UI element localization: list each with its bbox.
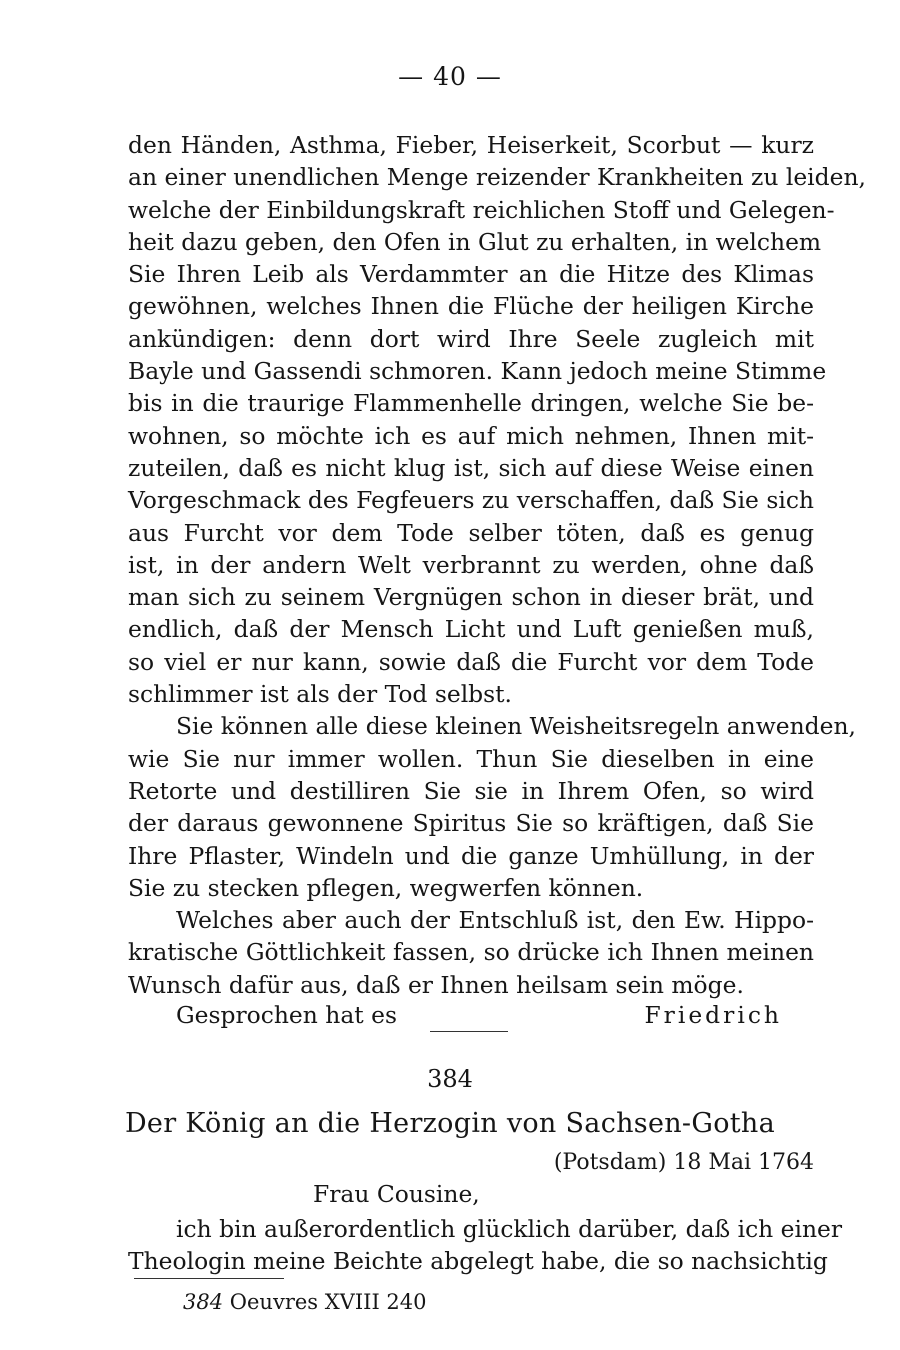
letter-salutation: Frau Cousine, bbox=[313, 1180, 480, 1208]
text-line: gewöhnen, welches Ihnen die Flüche der heiligen Kirche bbox=[128, 292, 814, 321]
text-line: bis in die traurige Flammenhelle dringen, welche Sie be- bbox=[128, 389, 814, 418]
footnote bbox=[183, 1290, 427, 1314]
main-text bbox=[128, 129, 866, 1001]
text-line: aus Furcht vor dem Tode selber töten, daß es genug bbox=[128, 518, 814, 547]
text-line: der daraus gewonnene Spiritus Sie so kräftigen, daß Sie bbox=[128, 809, 814, 838]
letter-date: (Potsdam) 18 Mai 1764 bbox=[553, 1150, 814, 1175]
text-line: heit dazu geben, den Ofen in Glut zu erhalten, in welchem bbox=[128, 227, 822, 256]
footnote-text: Oeuvres XVIII 240 bbox=[229, 1290, 427, 1314]
text-line: Vorgeschmack des Fegfeuers zu verschaffen, daß Sie sich bbox=[128, 486, 814, 515]
text-line: Sie zu stecken pflegen, wegwerfen können. bbox=[128, 873, 644, 902]
text-line: Sie können alle diese kleinen Weisheitsregeln anwenden, bbox=[176, 712, 856, 741]
text-line: schlimmer ist als der Tod selbst. bbox=[128, 680, 512, 709]
page-number: — 40 — bbox=[398, 62, 502, 91]
text-line: Wunsch dafür aus, daß er Ihnen heilsam sein möge. bbox=[128, 970, 744, 999]
footnote-number: 384 bbox=[183, 1290, 224, 1314]
text-line: welche der Einbildungskraft reichlichen Stoff und Gelegen- bbox=[128, 195, 835, 224]
letter-title: Der König an die Herzogin von Sachsen-Gotha bbox=[124, 1108, 776, 1139]
text-line: man sich zu seinem Vergnügen schon in dieser brät, und bbox=[128, 583, 814, 612]
signature-rule bbox=[430, 1031, 508, 1032]
signature-name: Friedrich bbox=[644, 1001, 782, 1029]
text-line: Welches aber auch der Entschluß ist, den Ew. Hippo- bbox=[176, 906, 814, 935]
letter-line: ich bin außerordentlich glücklich darüber, daß ich einer bbox=[176, 1215, 843, 1243]
text-line: endlich, daß der Mensch Licht und Luft genießen muß, bbox=[128, 615, 814, 644]
text-line: Sie Ihren Leib als Verdammter an die Hitze des Klimas bbox=[128, 260, 814, 289]
signature-closing: Gesprochen hat es bbox=[176, 1001, 397, 1029]
text-line: Retorte und destilliren Sie sie in Ihrem Ofen, so wird bbox=[128, 776, 814, 805]
text-line: wohnen, so möchte ich es auf mich nehmen, Ihnen mit- bbox=[128, 421, 814, 450]
text-line: ankündigen: denn dort wird Ihre Seele zugleich mit bbox=[128, 324, 814, 353]
text-line: zuteilen, daß es nicht klug ist, sich auf diese Weise einen bbox=[128, 453, 814, 482]
letter-line: Theologin meine Beichte abgelegt habe, die so nachsichtig bbox=[128, 1247, 828, 1276]
text-line: Ihre Pflaster, Windeln und die ganze Umhüllung, in der bbox=[128, 841, 814, 870]
text-line: kratische Göttlichkeit fassen, so drücke ich Ihnen meinen bbox=[128, 938, 814, 967]
text-line: so viel er nur kann, sowie daß die Furcht vor dem Tode bbox=[128, 647, 814, 676]
signature-line bbox=[128, 998, 814, 1032]
letter-body bbox=[128, 1213, 843, 1278]
text-line: ist, in der andern Welt verbrannt zu werden, ohne daß bbox=[128, 550, 814, 579]
text-line: Bayle und Gassendi schmoren. Kann jedoch meine Stimme bbox=[128, 357, 827, 386]
text-line: den Händen, Asthma, Fieber, Heiserkeit, Scorbut — kurz bbox=[128, 131, 814, 159]
letter-number: 384 bbox=[427, 1065, 473, 1093]
footnote-rule bbox=[134, 1278, 284, 1279]
text-line: an einer unendlichen Menge reizender Krankheiten zu leiden, bbox=[128, 163, 866, 192]
text-line: wie Sie nur immer wollen. Thun Sie dieselben in eine bbox=[128, 744, 814, 773]
